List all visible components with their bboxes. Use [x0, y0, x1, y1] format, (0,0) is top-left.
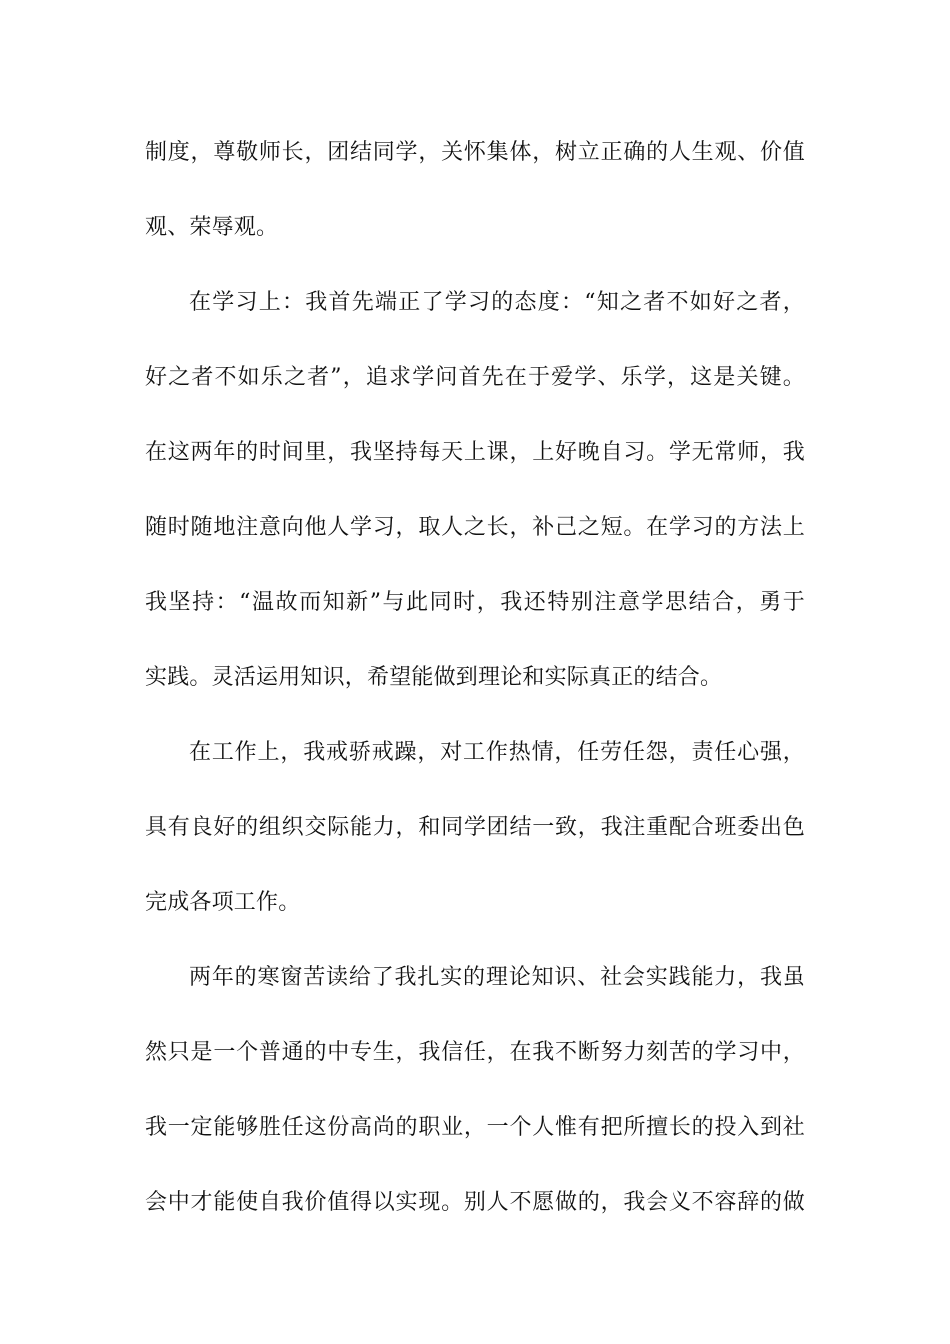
text-line: 随时随地注意向他人学习，取人之长，补己之短。在学习的方法上: [145, 515, 805, 540]
text-line: 观、荣辱观。: [145, 215, 279, 240]
paragraph-first-line: 两年的寒窗苦读给了我扎实的理论知识、社会实践能力，我虽: [189, 965, 805, 990]
text-line: 在这两年的时间里，我坚持每天上课，上好晚自习。学无常师，我: [145, 440, 805, 465]
text-line: 实践。灵活运用知识，希望能做到理论和实际真正的结合。: [145, 665, 723, 690]
text-line: 完成各项工作。: [145, 890, 301, 915]
text-line: 我一定能够胜任这份高尚的职业，一个人惟有把所擅长的投入到社: [145, 1115, 805, 1140]
text-line: 具有良好的组织交际能力，和同学团结一致，我注重配合班委出色: [145, 815, 805, 840]
text-line: 制度，尊敬师长，团结同学，关怀集体，树立正确的人生观、价值: [145, 140, 805, 165]
text-line: 然只是一个普通的中专生，我信任，在我不断努力刻苦的学习中，: [145, 1040, 805, 1065]
text-line: 好之者不如乐之者”，追求学问首先在于爱学、乐学，这是关键。: [145, 365, 805, 390]
document-body: [145, 129, 805, 1254]
paragraph-first-line: 在学习上：我首先端正了学习的态度：“知之者不如好之者，: [189, 290, 805, 315]
paragraph-first-line: 在工作上，我戒骄戒躁，对工作热情，任劳任怨，责任心强，: [189, 740, 805, 765]
text-line: 会中才能使自我价值得以实现。别人不愿做的，我会义不容辞的做: [145, 1190, 805, 1215]
text-line: 我坚持：“温故而知新”与此同时，我还特别注意学思结合，勇于: [145, 590, 805, 615]
